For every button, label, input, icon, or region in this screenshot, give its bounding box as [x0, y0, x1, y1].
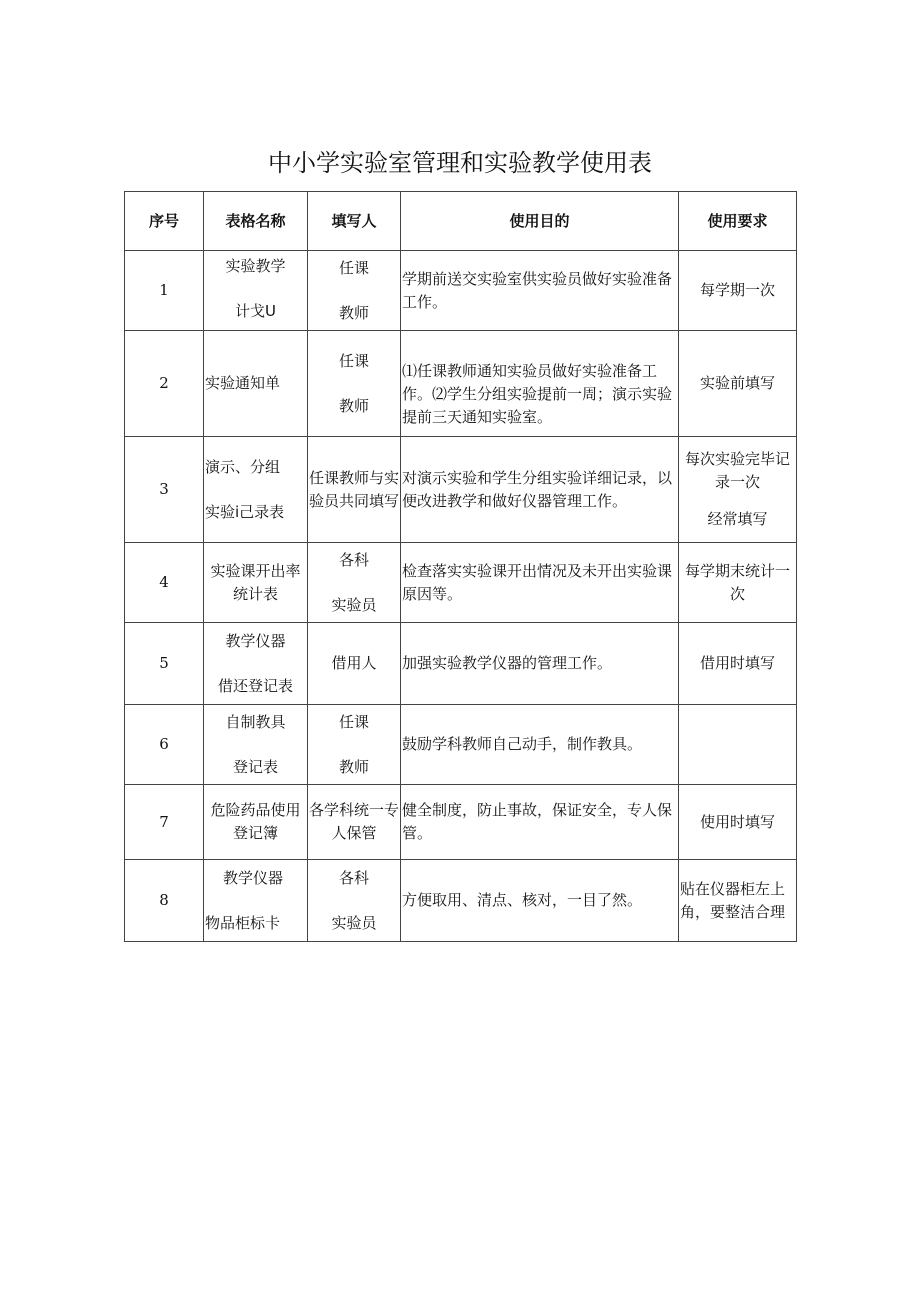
row-filler-line: 各科: [338, 550, 369, 569]
row-purpose: 健全制度，防止事故，保证安全，专人保管。: [401, 785, 679, 860]
row-filler-line: 任课: [338, 351, 369, 370]
row-filler-line: 实验员: [331, 595, 377, 614]
row-name-line: 演示、分组: [205, 457, 281, 476]
row-requirement-line: 使用时填写: [699, 812, 775, 831]
row-purpose: 检查落实实验课开出情况及未开出实验课原因等。: [401, 543, 679, 623]
row-name: [204, 331, 308, 437]
row-filler-line: 教师: [338, 303, 369, 322]
row-name-line: 实验i己录表: [205, 502, 285, 521]
header-seq: 序号: [125, 192, 204, 251]
row-requirement-line: 经常填写: [707, 510, 768, 528]
row-filler-line: 借用人: [331, 654, 377, 672]
row-purpose: 学期前送交实验室供实验员做好实验准备工作。: [401, 251, 679, 331]
row-name-line: 借还登记表: [217, 676, 293, 695]
row-name-line: 危险药品使用登记簿: [210, 801, 301, 842]
table-row: [125, 437, 797, 543]
row-seq: 3: [125, 437, 204, 543]
row-requirement-line: 每学期一次: [699, 281, 775, 299]
row-filler: [308, 705, 401, 785]
row-filler: [308, 860, 401, 942]
header-filler: 填写人: [308, 192, 401, 251]
row-requirement: [679, 623, 797, 705]
header-name: 表格名称: [204, 192, 308, 251]
table-row: [125, 623, 797, 705]
row-requirement: [679, 251, 797, 331]
row-purpose: 方便取用、清点、核对，一目了然。: [401, 860, 679, 942]
table-row: [125, 543, 797, 623]
row-filler-line: 教师: [338, 757, 369, 776]
row-name-line: 实验课开出率统计表: [210, 561, 301, 603]
row-requirement-line: 贴在仪器柜左上角，要整洁合理: [680, 879, 786, 921]
row-name-line: 自制教具: [225, 712, 286, 731]
header-purpose: 使用目的: [401, 192, 679, 251]
row-requirement: [679, 437, 797, 543]
row-filler: [308, 543, 401, 623]
row-filler-line: 教师: [338, 396, 369, 415]
row-name: [204, 623, 308, 705]
row-seq: 5: [125, 623, 204, 705]
row-name-line: 教学仪器: [225, 631, 286, 650]
row-filler: [308, 437, 401, 543]
table-row: [125, 251, 797, 331]
row-name: [204, 785, 308, 860]
row-seq: 1: [125, 251, 204, 331]
usage-table: [124, 191, 797, 942]
row-requirement-line: 每学期末统计一次: [684, 561, 790, 603]
row-purpose: 鼓励学科教师自己动手，制作教具。: [401, 705, 679, 785]
row-filler-line: 实验员: [331, 913, 377, 932]
row-name: [204, 251, 308, 331]
row-filler: [308, 785, 401, 860]
row-requirement: [679, 785, 797, 860]
header-requirement: 使用要求: [679, 192, 797, 251]
table-row: [125, 705, 797, 785]
row-filler: [308, 251, 401, 331]
row-name-line: 物品柜标卡: [205, 913, 281, 932]
row-filler-line: 各科: [338, 868, 369, 887]
row-name-line: 计戈U: [235, 301, 276, 320]
row-seq: 2: [125, 331, 204, 437]
table-row: [125, 785, 797, 860]
row-purpose-text: ⑴任课教师通知实验员做好实验准备工作。⑵学生分组实验提前一周；演示实验提前三天通知实验室。: [402, 362, 673, 426]
row-name: [204, 705, 308, 785]
table-row: [125, 331, 797, 437]
row-seq: 8: [125, 860, 204, 942]
row-requirement: [679, 331, 797, 437]
row-name: [204, 437, 308, 543]
row-seq: 7: [125, 785, 204, 860]
row-name-line: 登记表: [232, 757, 278, 776]
page-title: 中小学实验室管理和实验教学使用表: [268, 149, 652, 177]
row-filler-line: 任课: [338, 258, 369, 277]
row-requirement: [679, 705, 797, 785]
row-requirement: [679, 860, 797, 942]
row-seq: 4: [125, 543, 204, 623]
row-filler: [308, 331, 401, 437]
table-row: [125, 860, 797, 942]
row-filler-line: 各学科统一专人保管: [308, 801, 399, 842]
row-name: [204, 543, 308, 623]
row-filler-line: 任课: [338, 712, 369, 731]
row-name: [204, 860, 308, 942]
row-name-line: 实验教学: [225, 256, 286, 275]
row-requirement-line: 借用时填写: [699, 654, 775, 672]
row-requirement-line: 每次实验完毕记录一次: [684, 450, 790, 491]
row-filler-line: 任课教师与实验员共同填写: [308, 468, 399, 510]
row-name-line: 实验通知单: [205, 374, 281, 392]
row-filler: [308, 623, 401, 705]
row-name-line: 教学仪器: [223, 868, 284, 887]
row-purpose: 对演示实验和学生分组实验详细记录，以便改进教学和做好仪器管理工作。: [401, 437, 679, 543]
row-seq: 6: [125, 705, 204, 785]
row-requirement-line: 实验前填写: [699, 374, 775, 392]
row-requirement: [679, 543, 797, 623]
row-purpose: 加强实验教学仪器的管理工作。: [401, 623, 679, 705]
row-purpose: [401, 331, 679, 437]
table-header-row: [125, 192, 797, 251]
